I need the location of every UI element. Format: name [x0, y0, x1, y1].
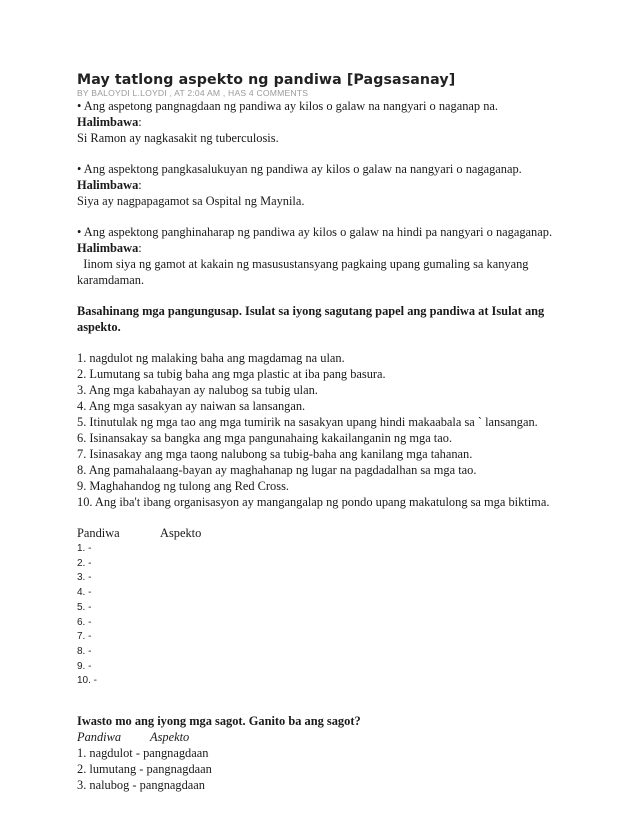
- instruction: [77, 303, 567, 335]
- aspect-1: [77, 98, 567, 146]
- answer-heading: Iwasto mo ang iyong mga sagot. Ganito ba ang sagot?: [77, 714, 361, 729]
- sentence-item: 3. Ang mga kabahayan ay nalubog sa tubig ulan.: [77, 383, 318, 397]
- example-colon: :: [138, 115, 142, 129]
- example-label: Halimbawa: [77, 115, 139, 129]
- example-label: Halimbawa: [77, 241, 139, 255]
- blank-item: 5. -: [77, 601, 92, 613]
- aspect-1-bullet: • Ang aspetong pangnagdaan ng pandiwa ay kilos o galaw na nangyari o naganap na.: [77, 99, 499, 113]
- aspect-2: [77, 161, 567, 209]
- answer-header: [77, 729, 567, 745]
- answer-item: 1. nagdulot - pangnagdaan: [77, 746, 209, 761]
- blank-item: 3. -: [77, 572, 92, 584]
- blank-item: 1. -: [77, 543, 92, 554]
- blank-item: 4. -: [77, 587, 92, 599]
- aspect-3-bullet: • Ang aspektong panghinaharap ng pandiwa ay kilos o galaw na hindi pa nangyari o nagaganap.: [77, 225, 553, 239]
- worksheet-blanks: [77, 542, 567, 689]
- page-title: May tatlong aspekto ng pandiwa [Pagsasanay]: [77, 72, 456, 88]
- answer-list: [77, 745, 567, 793]
- blank-item: 10. -: [77, 675, 98, 687]
- sentence-item: 4. Ang mga sasakyan ay naiwan sa lansangan.: [77, 399, 306, 413]
- sentence-item: 10. Ang iba't ibang organisasyon ay mangangalap ng pondo upang makatulong sa mga biktima.: [77, 495, 550, 509]
- blank-item: 9. -: [77, 660, 92, 672]
- sentence-item: 9. Maghahandog ng tulong ang Red Cross.: [77, 479, 289, 493]
- aspect-3-example-line1: Iinom siya ng gamot at kakain ng masusustansyang pagkaing upang gumaling sa kanyang: [77, 257, 529, 271]
- answer-column-pandiwa: Pandiwa: [77, 730, 122, 745]
- blank-item: 6. -: [77, 616, 92, 628]
- sentence-item: 8. Ang pamahalaang-bayan ay maghahanap ng lugar na pagdadalhan sa mga tao.: [77, 463, 477, 477]
- sentence-item: 7. Isinasakay ang mga taong nalubong sa tubig-baha ang kanilang mga tahanan.: [77, 447, 473, 461]
- aspect-2-bullet: • Ang aspektong pangkasalukuyan ng pandiwa ay kilos o galaw na nangyari o nagaganap.: [77, 162, 522, 176]
- column-header-aspekto: Aspekto: [160, 526, 202, 540]
- aspect-1-example-label: [77, 114, 567, 130]
- worksheet-header: [77, 525, 567, 541]
- answer-item: 2. lumutang - pangnagdaan: [77, 762, 212, 777]
- sentence-list: [77, 350, 567, 510]
- instruction-line-1: Basahinang mga pangungusap. Isulat sa iyong sagutang papel ang pandiwa at Isulat ang: [77, 304, 545, 318]
- sentence-item: 6. Isinansakay sa bangka ang mga pangunahaing kakailanganin ng mga tao.: [77, 431, 453, 445]
- post-byline: BY BALOYDI L.LOYDI , AT 2:04 AM , HAS 4 COMMENTS: [77, 88, 309, 98]
- sentence-item: 2. Lumutang sa tubig baha ang mga plastic at iba pang basura.: [77, 367, 386, 381]
- example-colon: :: [138, 178, 142, 192]
- blank-item: 2. -: [77, 557, 92, 569]
- document-page: [77, 72, 567, 793]
- blank-item: 8. -: [77, 645, 92, 657]
- example-colon: :: [138, 241, 142, 255]
- answer-column-aspekto: Aspekto: [150, 730, 190, 745]
- instruction-line-2: aspekto.: [77, 320, 121, 334]
- example-label: Halimbawa: [77, 178, 139, 192]
- aspect-3: [77, 224, 567, 288]
- aspect-3-example-label: [77, 240, 567, 256]
- sentence-item: 5. Itinutulak ng mga tao ang mga tumirik na sasakyan upang hindi makaabala sa ` lansangan.: [77, 415, 538, 429]
- sentence-item: 1. nagdulot ng malaking baha ang magdamag na ulan.: [77, 351, 345, 365]
- column-header-pandiwa: Pandiwa: [77, 526, 120, 540]
- blank-item: 7. -: [77, 631, 92, 643]
- aspect-2-example: Siya ay nagpapagamot sa Ospital ng Maynila.: [77, 194, 305, 208]
- answer-item: 3. nalubog - pangnagdaan: [77, 778, 205, 793]
- aspect-1-example: Si Ramon ay nagkasakit ng tuberculosis.: [77, 131, 279, 145]
- aspect-3-example-line2: karamdaman.: [77, 273, 145, 287]
- aspect-2-example-label: [77, 177, 567, 193]
